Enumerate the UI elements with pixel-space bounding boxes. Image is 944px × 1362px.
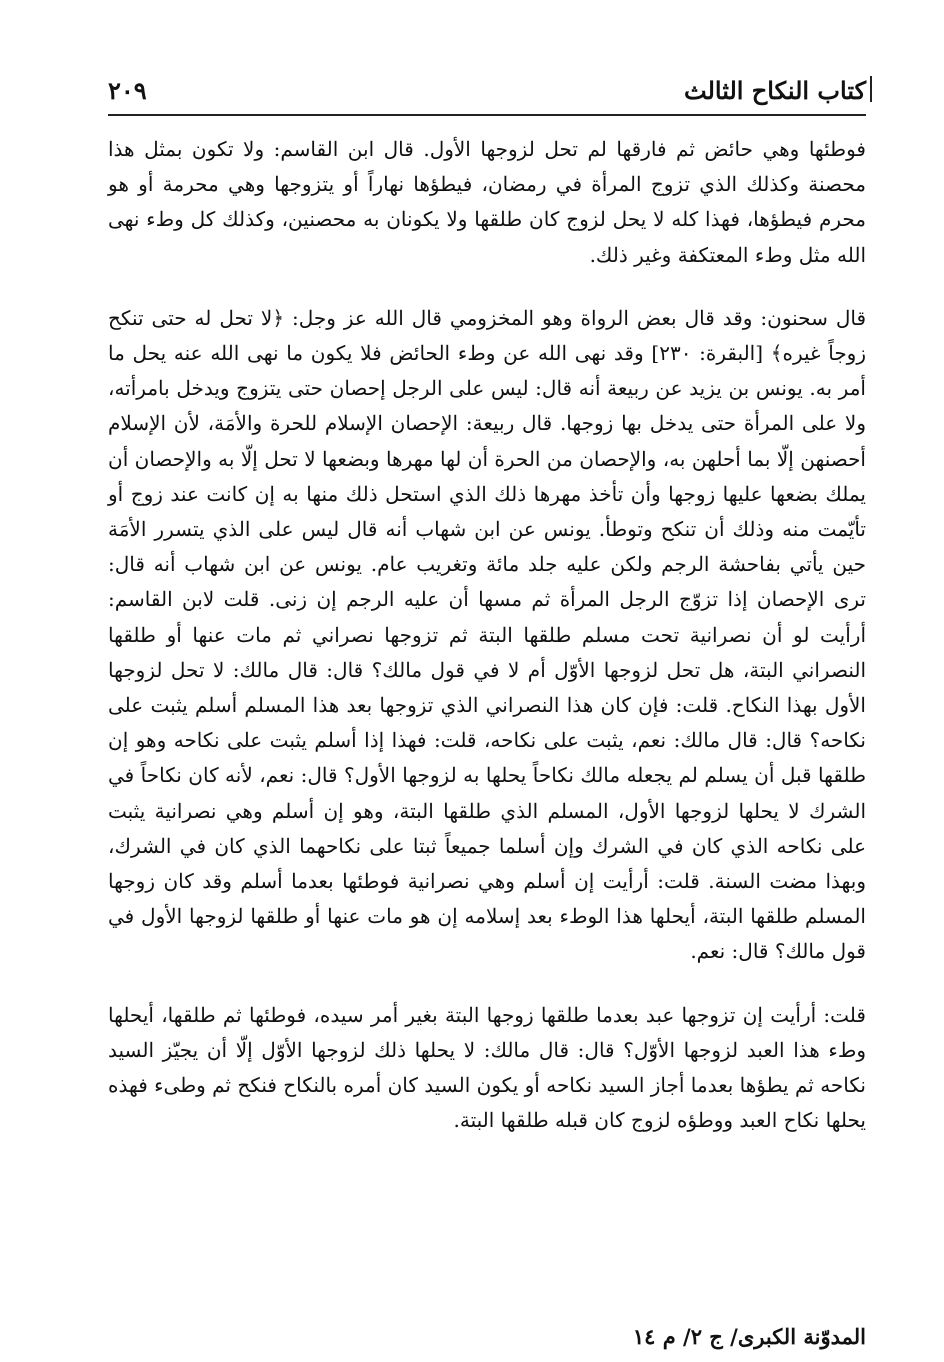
body-text: [108, 132, 866, 1138]
paragraph-2: قال سحنون: وقد قال بعض الرواة وهو المخزومي قال الله عز وجل: ﴿لا تحل له حتى تنكح زوجاً غيره﴾ [البقرة: ٢٣٠] وقد نهى الله عن وطء الحائض فلا يكون ما نهى الله عنه يحل ما أمر به. يونس بن يزيد عن ربيعة أنه قال: ليس على الرجل إحصان حتى يتزوج ويدخل بامرأته، ولا على المرأة حتى يدخل بها زوجها. قال ربيعة: الإحصان الإسلام للحرة والأمَة، لأن الإسلام أحصنهن إلّا بما أحلهن به، والإحصان من الحرة أن لها مهرها وبضعها لا تحل إلّا به والإحصان أن يملك بضعها عليها زوجها وأن تأخذ مهرها ذلك الذي استحل ذلك منها به إن كانت عند زوج أو تأيّمت منه وذلك أن تنكح وتوطأ. يونس عن ابن شهاب أنه قال ليس على الذي يتسرر الأمَة حين يأتي بفاحشة الرجم ولكن عليه جلد مائة وتغريب عام. يونس عن ابن شهاب أنه قال: ترى الإحصان إذا تزوّج الرجل المرأة ثم مسها أن عليه الرجم إن زنى. قلت لابن القاسم: أرأيت لو أن نصرانية تحت مسلم طلقها البتة ثم تزوجها نصراني ثم مات عنها أو طلقها النصراني البتة، هل تحل لزوجها الأوّل أم لا في قول مالك؟ قال: قال مالك: لا تحل لزوجها الأول بهذا النكاح. قلت: فإن كان هذا النصراني الذي تزوجها بعد هذا المسلم أسلم يثبت على نكاحه؟ قال: قال مالك: نعم، يثبت على نكاحه، قلت: فهذا إذا أسلم يثبت على نكاحه وهو إن طلقها قبل أن يسلم لم يجعله مالك نكاحاً يحلها به لزوجها الأول؟ قال: نعم، لأنه كان نكاحاً في الشرك لا يحلها لزوجها الأول، المسلم الذي طلقها البتة، وهو إن أسلم وهي نصرانية يثبت على نكاحه الذي كان في الشرك وإن أسلما جميعاً ثبتا على نكاحهما الذي كان في الشرك، وبهذا مضت السنة. قلت: أرأيت إن أسلم وهي نصرانية فوطئها بعدما أسلم وقد كان زوجها المسلم طلقها البتة، أيحلها هذا الوطء بعد إسلامه إن هو مات عنها أو طلقها لزوجها الأول في قول مالك؟ قال: نعم.: [108, 305, 867, 964]
chapter-title: كتاب النكاح الثالث: [684, 76, 866, 105]
header-vertical-bar: [870, 76, 872, 102]
signature-mark: المدوّنة الكبرى/ ج ٢/ م ١٤: [632, 1324, 866, 1349]
header-rule: [108, 114, 866, 116]
running-header: [108, 74, 866, 108]
paragraph-3: قلت: أرأيت إن تزوجها عبد بعدما طلقها زوجها البتة بغير أمر سيده، فوطئها ثم طلقها، أيحلها وطء هذا العبد لزوجها الأوّل؟ قال: قال مالك: لا يحلها ذلك لزوجها الأوّل إلّا أن يجيّز السيد نكاحه ثم يطؤها بعدما أجاز السيد نكاحه أو يكون السيد كان أمره بالنكاح فنكح ثم وطىء فهذه يحلها نكاح العبد ووطؤه لزوج كان قبله طلقها البتة.: [108, 1002, 866, 1133]
page-number: ٢٠٩: [108, 76, 147, 105]
paragraph-1: فوطئها وهي حائض ثم فارقها لم تحل لزوجها الأول. قال ابن القاسم: ولا تكون بمثل هذا محصنة وكذلك الذي تزوج المرأة في رمضان، فيطؤها نهاراً أو يتزوجها وهي محرمة أو هو محرم فيطؤها، فهذا كله لا يحل لزوج كان طلقها ولا يكونان به محصنين، وكذلك كل وطء نهى الله مثل وطء المعتكفة وغير ذلك.: [108, 137, 866, 267]
